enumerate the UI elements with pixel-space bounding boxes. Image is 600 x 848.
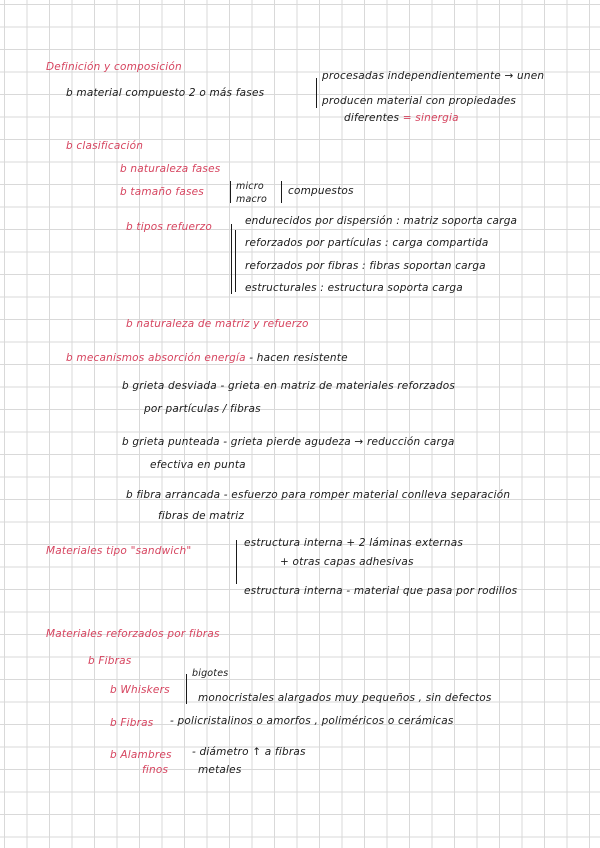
note-bigotes: bigotes xyxy=(192,668,229,679)
note-sandwich-3: estructura interna - material que pasa por rodillos xyxy=(244,585,518,597)
note-grieta-punteada-cont: efectiva en punta xyxy=(150,459,246,471)
section-heading-sandwich: Materiales tipo "sandwich" xyxy=(46,545,192,557)
section-heading-clasificacion: b clasificación xyxy=(66,140,144,152)
brace-line xyxy=(236,540,237,584)
note-metales: metales xyxy=(198,764,242,776)
note-sandwich-2: + otras capas adhesivas xyxy=(280,556,414,568)
brace-line xyxy=(186,674,187,704)
note-refuerzo-3: reforzados por fibras : fibras soportan carga xyxy=(245,260,486,272)
note-material-compuesto: b material compuesto 2 o más fases xyxy=(66,87,265,99)
brace-line xyxy=(231,224,232,294)
note-diferentes xyxy=(344,112,459,125)
note-alambres: b Alambres xyxy=(110,749,172,761)
note-fibra-arrancada: b fibra arrancada - esfuerzo para romper material conlleva separación xyxy=(126,489,511,501)
note-micro: micro xyxy=(236,181,264,192)
note-monocristales: monocristales alargados muy pequeños , sin defectos xyxy=(198,692,492,704)
note-fibras: b Fibras xyxy=(88,655,132,667)
section-heading-mecanismos xyxy=(66,352,348,365)
note-refuerzo-2: reforzados por partículas : carga compartida xyxy=(245,237,489,249)
note-sandwich-1: estructura interna + 2 láminas externas xyxy=(244,537,464,549)
mecanismos-note: - hacen resistente xyxy=(249,352,348,364)
note-grieta-desviada: b grieta desviada - grieta en matriz de materiales reforzados xyxy=(122,380,456,392)
note-finos: finos xyxy=(142,764,169,776)
note-diferentes-text: diferentes xyxy=(344,112,400,124)
brace-line xyxy=(281,181,282,203)
note-procesadas: procesadas independientemente → unen xyxy=(322,70,545,82)
note-diametro: - diámetro ↑ a fibras xyxy=(192,746,306,758)
note-tipos-refuerzo: b tipos refuerzo xyxy=(126,221,212,233)
note-policristalinos: - policristalinos o amorfos , poliméricos o cerámicas xyxy=(170,715,454,727)
note-grieta-desviada-cont: por partículas / fibras xyxy=(144,403,261,415)
note-sinergia: = sinergia xyxy=(402,112,459,124)
mecanismos-heading: b mecanismos absorción energía xyxy=(66,352,246,364)
note-refuerzo-4: estructurales : estructura soporta carga xyxy=(245,282,463,294)
section-heading-definicion: Definición y composición xyxy=(46,61,182,73)
note-whiskers: b Whiskers xyxy=(110,684,170,696)
note-naturaleza-fases: b naturaleza fases xyxy=(120,163,221,175)
note-producen: producen material con propiedades xyxy=(322,95,517,107)
note-compuestos: compuestos xyxy=(288,185,354,197)
note-grieta-punteada: b grieta punteada - grieta pierde agudeza → reducción carga xyxy=(122,436,455,448)
note-naturaleza-matriz: b naturaleza de matriz y refuerzo xyxy=(126,318,309,330)
note-fibra-arrancada-cont: fibras de matriz xyxy=(158,510,245,522)
note-macro: macro xyxy=(236,194,268,205)
brace-line xyxy=(230,181,231,203)
note-fibras-2: b Fibras xyxy=(110,717,154,729)
section-heading-fibras: Materiales reforzados por fibras xyxy=(46,628,220,640)
brace-line xyxy=(316,78,317,108)
note-refuerzo-1: endurecidos por dispersión : matriz soporta carga xyxy=(245,215,518,227)
brace-line xyxy=(235,230,236,292)
note-tamano-fases: b tamaño fases xyxy=(120,186,204,198)
